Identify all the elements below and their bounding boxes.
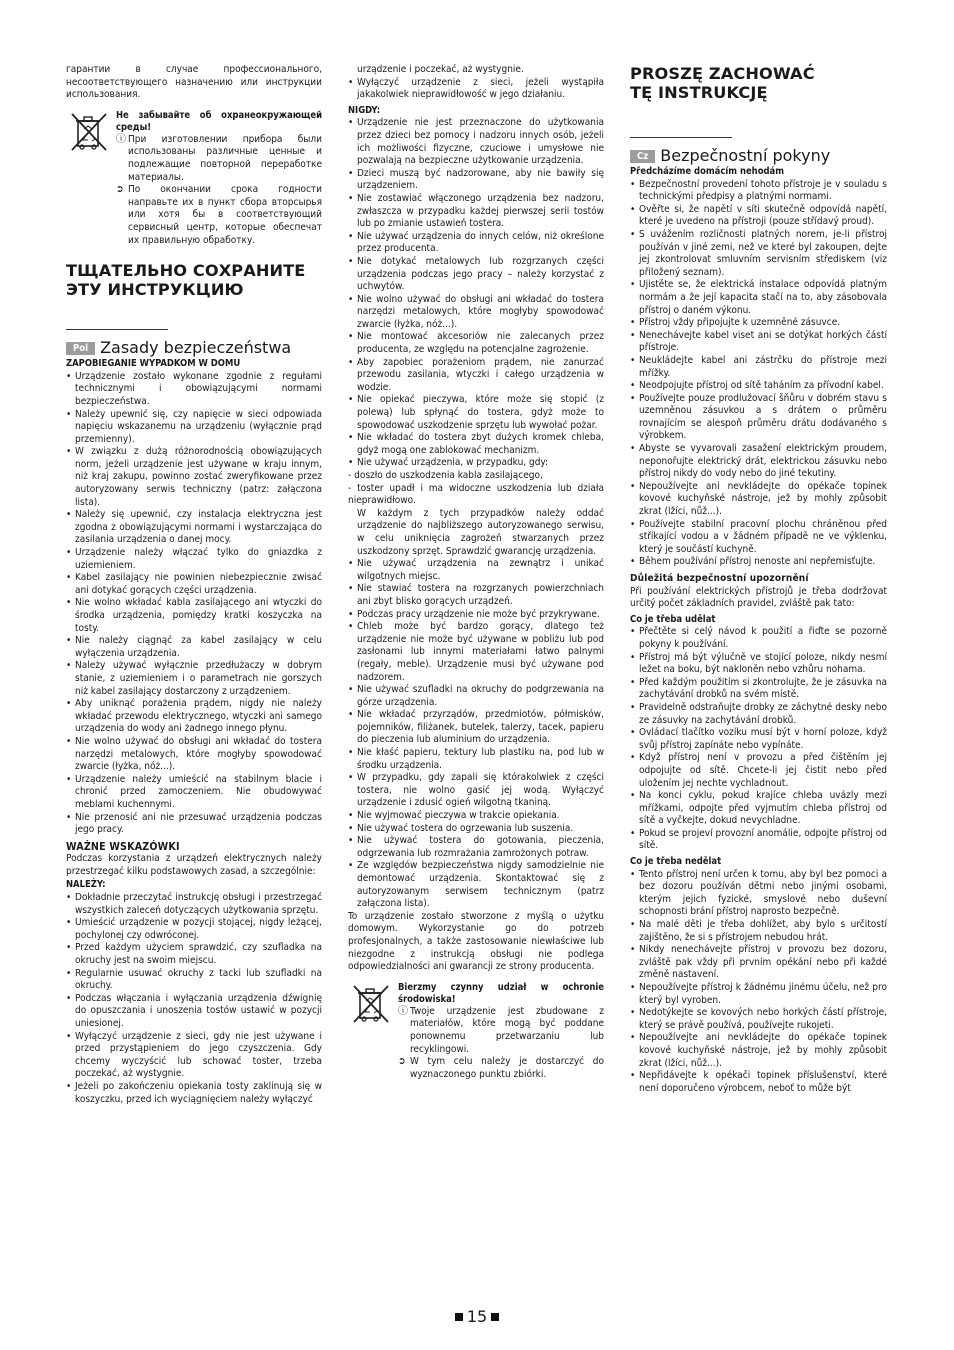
bullet-list <box>630 869 887 1096</box>
list-item: • Přístroj má být výlučně ve stojící poloze, nikdy nesmí ležet na boku, být nakloněn nebo vzhůru nohama. <box>630 652 887 677</box>
square-icon <box>491 1313 499 1321</box>
section-heading-cz <box>630 146 887 166</box>
eco-paragraph-2: W tym celu należy je dostarczyć do wyznaczonego punktu zbiórki. <box>410 1056 604 1080</box>
list-item: • Na malé děti je třeba dohlížet, aby bylo s určitostí zajištěno, že si s přístrojem nebudou hrát. <box>630 919 887 944</box>
list-item: • Přečtěte si celý návod k použití a řiďte se pozorně pokyny k používání. <box>630 626 887 651</box>
list-item: • Urządzenie należy umieścić na stabilnym blacie i chronić przed zamoczeniem. Nie obudowywać meblami kuchennymi. <box>66 774 322 812</box>
list-item: • Tento přístroj není určen k tomu, aby byl bez pomoci a bez dozoru používán dětmi nebo jinými osobami, kterým jejich fyzické, smyslové nebo duševní schopnosti brání přístroj naprosto bezpečně. <box>630 869 887 919</box>
list-item: • Před každým použitím si zkontrolujte, že je zásuvka na zachytávání drobků na svém místě. <box>630 677 887 702</box>
column-3 <box>630 64 887 1095</box>
eco-notice-pl <box>348 982 604 1082</box>
list-item: • Wyłączyć urządzenie z sieci, jeżeli wystąpiła jakakolwiek nieprawidłowość w jego działaniu. <box>348 77 604 102</box>
pl-keep-instructions-title: PROSZĘ ZACHOWAĆ TĘ INSTRUKCJĘ <box>630 64 815 102</box>
list-item: • W przypadku, gdy zapali się którakolwiek z części tostera, nie wolno gasić jej wodą. Wyłączyć urządzenie i zdusić ogień wilgotną tkaniną. <box>348 772 604 810</box>
subheading: Co je třeba nedělat <box>630 856 722 868</box>
subheading: NALEŻY: <box>66 879 106 891</box>
arrow-icon: ➲ <box>116 184 124 196</box>
list-item: • Používejte stabilní pracovní plochu chráněnou před stříkající vodou a v žádném případě ne ve výklenku, který je součástí kuchyně. <box>630 519 887 557</box>
list-item: • Ze względów bezpieczeństwa nigdy samodzielnie nie demontować urządzenia. Skontaktować się z autoryzowanym serwisem technicznym (patrz załączona lista). <box>348 860 604 910</box>
list-item: • Kabel zasilający nie powinien niebezpiecznie zwisać ani dotykać gorących części urządzenia. <box>66 572 322 597</box>
eco-heading: Не забывайте об охранеокружающей среды! <box>116 109 322 133</box>
list-item: • Neodpojujte přístroj od sítě taháním za přívodní kabel. <box>630 380 887 393</box>
list-item: • Nie stawiać tostera na rozgrzanych powierzchniach ani zbyt blisko gorących urządzeń. <box>348 583 604 608</box>
eco-notice-ru <box>66 110 322 247</box>
list-item: • Ovládací tlačítko vozíku musí být v horní poloze, když svůj přístroj zapínáte nebo vypínáte. <box>630 727 887 752</box>
subheading: NIGDY: <box>348 104 381 116</box>
list-item: • Nepoužívejte ani nevkládejte do opékače topinek kovové kuchyňské nástroje, jež by mohly způsobit zkrat (lžíci, nůž...). <box>630 1032 887 1070</box>
list-item: • Nie zostawiać włączonego urządzenia bez nadzoru, zwłaszcza w przypadku każdej pierwszej serii tostów lub po zmianie ustawień tostera. <box>348 193 604 231</box>
list-item: • Wyłączyć urządzenie z sieci, gdy nie jest używane i przed przystąpieniem do jego czyszczenia. Gdy chcemy wyczyścić lub schować toster, trzeba poczekać, aż wystygnie. <box>66 1031 322 1081</box>
list-item: • Nie wolno wkładać kabla zasilającego ani wtyczki do środka urządzenia, pomiędzy kratki koszyczka na tosty. <box>66 597 322 635</box>
list-item: • Nie należy ciągnąć za kabel zasilający w celu wyłączenia urządzenia. <box>66 635 322 660</box>
list-item: • Aby zapobiec porażeniom prądem, nie zanurzać przewodu zasilania, wtyczki i całego urządzenia w wodzie. <box>348 357 604 395</box>
list-item: • W związku z dużą różnorodnością obowiązujących norm, jeżeli urządzenie jest używane w kraju innym, niż kraj zakupu, powinno zostać zweryfikowane przez autoryzowany serwis techniczny (patrz: załączona lista). <box>66 446 322 509</box>
recycle-bin-icon <box>66 110 116 247</box>
list-item: • Nikdy nenechávejte přístroj v provozu bez dozoru, zvláště pak vždy při prvním opékání nebo při každé změně nastavení. <box>630 944 887 982</box>
column-1 <box>66 64 322 1106</box>
ru-keep-instructions-title: ТЩАТЕЛЬНО СОХРАНИТЕ ЭТУ ИНСТРУКЦИЮ <box>66 261 306 300</box>
list-item: • Přístroj vždy připojujte k uzemněné zásuvce. <box>630 317 887 330</box>
bullet-list <box>348 117 604 470</box>
list-item: • Podczas pracy urządzenie nie może być przykrywane. <box>348 609 604 622</box>
list-item: • Podczas włączania i wyłączania urządzenia dźwignię do opuszczania i unoszenia tostów ustawić w pozycji uniesionej. <box>66 993 322 1031</box>
list-item: • Nie wolno używać do obsługi ani wkładać do tostera narzędzi metalowych, które mogłyby spowodować zwarcie (łyżka, nóż...). <box>348 294 604 332</box>
list-item: • Umieścić urządzenie w pozycji stojącej, nigdy leżącej, pochylonej czy odwróconej. <box>66 917 322 942</box>
divider <box>630 137 732 138</box>
list-item: • Pravidelně odstraňujte drobky ze záchytné desky nebo ze zásuvky na zachytávání drobků. <box>630 702 887 727</box>
list-item: • Nie wolno używać do obsługi ani wkładać do tostera narzędzi metalowych, które mogłyby spowodować zwarcie (łyżka, nóż...). <box>66 736 322 774</box>
dash-list <box>348 470 604 508</box>
paragraph: W każdym z tych przypadków należy oddać urządzenie do najbliższego autoryzowanego serwisu, w celu uniknięcia zagrożeń stwarzanych przez uszkodzony sprzęt. Sprawdzić gwarancję urządzenia. <box>357 507 604 557</box>
list-item: • Nenechávejte kabel viset ani se dotýkat horkých částí přístroje. <box>630 330 887 355</box>
list-item: • Nie używać urządzenia, w przypadku, gdy: <box>348 457 604 470</box>
list-item: • S uvážením rozličnosti platných norem, je-li přístroj používán v jiné zemi, než ve které byl zakoupen, dejte jej zkontrolovat smluvním servisním střediskem (viz přiložený seznam). <box>630 229 887 279</box>
divider <box>66 329 168 330</box>
list-item: • Nie używać szufladki na okruchy do podgrzewania na górze urządzenia. <box>348 684 604 709</box>
lang-badge: Cz <box>630 150 655 163</box>
list-item: • Abyste se vyvarovali zasažení elektrickým proudem, neponořujte elektrický drát, elektrickou zásuvku nebo přístroj nikdy do vody nebo do jiné tekutiny. <box>630 443 887 481</box>
subheading: Důležitá bezpečnostní upozornění <box>630 573 809 584</box>
list-item: • Nie montować akcesoriów nie zalecanych przez producenta, ze względu na potencjalne zagrożenie. <box>348 331 604 356</box>
list-item: • Przed każdym użyciem sprawdzić, czy szufladka na okruchy jest na swoim miejscu. <box>66 942 322 967</box>
eco-paragraph-1: Twoje urządzenie jest zbudowane z materiałów, które mogą być poddane ponownemu przetwarzaniu lub recyklingowi. <box>410 1005 604 1055</box>
square-icon <box>455 1313 463 1321</box>
list-item: • Urządzenie należy włączać tylko do gniazdka z uziemieniem. <box>66 547 322 572</box>
list-item: • Používejte pouze prodlužovací šňůru v dobrém stavu s uzemněnou zásuvkou a s drátem o průměru rovnajícím se alespoň průměru drátu dodávaného s výrobkem. <box>630 393 887 443</box>
lang-badge: Pol <box>66 342 95 355</box>
list-item: • Nie używać urządzenia do innych celów, niż określone przez producenta. <box>348 231 604 256</box>
list-item: • Ověřte si, že napětí v síti skutečně odpovídá napětí, které je uvedeno na přístroji (pouze střídavý proud). <box>630 204 887 229</box>
ru-warranty-text: гарантии в случае профессионального, несоответствующего назначению или инструкции использования. <box>66 64 322 101</box>
list-item: • Nie dotykać metalowych lub rozgrzanych części urządzenia podczas jego pracy – należy korzystać z uchwytów. <box>348 256 604 294</box>
bullet-list <box>348 77 604 102</box>
column-2 <box>348 64 604 1081</box>
paragraph: urządzenie i poczekać, aż wystygnie. <box>357 64 524 75</box>
list-item: • Nepoužívejte ani nevkládejte do opékače topinek kovové kuchyňské nástroje, jež by mohly způsobit zkrat (lžíci, nůž...). <box>630 481 887 519</box>
subheading: Co je třeba udělat <box>630 613 716 625</box>
bullet-list <box>66 371 322 837</box>
list-item: - doszło do uszkodzenia kabla zasilającego, <box>348 470 543 481</box>
paragraph: Při používání elektrických přístrojů je třeba dodržovat určitý počet základních pravidel, zvláště pak tato: <box>630 585 887 610</box>
paragraph: Podczas korzystania z urządzeń elektrycznych należy przestrzegać kilku podstawowych zasad, a szczególnie: <box>66 853 322 877</box>
list-item: • Ujistěte se, že elektrická instalace odpovídá platným normám a že její kapacita stačí na to, aby zásobovala přístroj o daném výkonu. <box>630 279 887 317</box>
list-item: • Nie używać tostera do gotowania, pieczenia, odgrzewania lub rozmrażania zamrożonych potraw. <box>348 835 604 860</box>
section-title: Zasady bezpieczeństwa <box>100 338 292 358</box>
page-number: 15 <box>0 1307 954 1327</box>
list-item: • Regularnie usuwać okruchy z tacki lub szufladki na okruchy. <box>66 968 322 993</box>
recycle-bin-icon <box>348 982 398 1082</box>
list-item: - toster upadł i ma widoczne uszkodzenia lub działa nieprawidłowo. <box>348 482 604 507</box>
subheading: ZAPOBIEGANIE WYPADKOM W DOMU <box>66 358 241 370</box>
list-item: • Bezpečnostní provedení tohoto přístroje je v souladu s technickými předpisy a platnými normami. <box>630 179 887 204</box>
list-item: • Aby uniknąć porażenia prądem, nigdy nie należy wkładać przewodu elektrycznego, wtyczki ani samego urządzenia do wody ani żadnego innego płynu. <box>66 698 322 736</box>
list-item: • Nie kłaść papieru, tektury lub plastiku na, pod lub w środku urządzenia. <box>348 747 604 772</box>
list-item: • Nie przenosić ani nie przesuwać urządzenia podczas jego pracy. <box>66 812 322 837</box>
list-item: • Należy się upewnić, czy instalacja elektryczna jest zgodna z obowiązującymi normami i wystarczająca do zasilania urządzenia o danej mocy. <box>66 509 322 547</box>
section-title: Bezpečnostní pokyny <box>660 146 831 166</box>
list-item: • Když přístroj není v provozu a před čištěním jej odpojujte od sítě. Chcete-li jej čistit nebo před uložením jej nechte vychladnout. <box>630 752 887 790</box>
section-heading-pol <box>66 338 322 358</box>
bullet-list <box>630 626 887 853</box>
bullet-list <box>66 892 322 1106</box>
list-item: • Nie wkładać do tostera zbyt dużych kromek chleba, gdyż mogą one zablokować mechanizm. <box>348 432 604 457</box>
list-item: • Urządzenie nie jest przeznaczone do użytkowania przez dzieci bez pomocy i nadzoru innych osób, jeżeli ich możliwości fizyczne, czuciowe i umysłowe nie pozwalają na bezpieczne użytkowanie urządzenia. <box>348 117 604 167</box>
list-item: • Neukládejte kabel ani zástrčku do přístroje mezi mřížky. <box>630 355 887 380</box>
list-item: • Pokud se projeví provozní anomálie, odpojte přístroj od sítě. <box>630 828 887 853</box>
eco-heading: Bierzmy czynny udział w ochronie środowiska! <box>398 981 604 1005</box>
arrow-icon: ➲ <box>398 1056 406 1068</box>
info-icon: ⓘ <box>398 1005 408 1017</box>
list-item: • Jeżeli po zakończeniu opiekania tosty zaklinują się w koszyczku, przed ich wyciągnięciem należy wyłączyć <box>66 1081 322 1106</box>
list-item: • Nepřidávejte k opékači topinek příslušenství, které není doporučeno výrobcem, neboť to může být <box>630 1070 887 1095</box>
list-item: • Należy upewnić się, czy napięcie w sieci odpowiada napięciu wskazanemu na urządzeniu (wyłącznie prąd przemienny). <box>66 409 322 447</box>
list-item: • Nedotýkejte se kovových nebo horkých částí přístroje, který se právě používá, používejte rukojeti. <box>630 1007 887 1032</box>
list-item: • Nie wyjmować pieczywa w trakcie opiekania. <box>348 810 604 823</box>
list-item: • Należy używać wyłącznie przedłużaczy w dobrym stanie, z uziemieniem i o parametrach nie gorszych niż kabel zasilający dostarczony z urządzeniem. <box>66 660 322 698</box>
eco-paragraph-2: По окончании срока годности направьте их в пункт сбора вторсырья или хотя бы в соответствующий сервисный центр, которые обеспечат их правильную обработку. <box>128 184 322 246</box>
info-icon: ⓘ <box>116 133 126 145</box>
list-item: • Dokładnie przeczytać instrukcję obsługi i przestrzegać wszystkich zaleceń dotyczących użytkowania sprzętu. <box>66 892 322 917</box>
list-item: • Během používání přístroj nenoste ani nepřemisťujte. <box>630 556 887 569</box>
list-item: • Nie używać tostera do ogrzewania lub suszenia. <box>348 823 604 836</box>
list-item: • Nie używać urządzenia na zewnątrz i unikać wilgotnych miejsc. <box>348 558 604 583</box>
list-item: • Na konci cyklu, pokud krajíce chleba uvázly mezi mřížkami, odpojte před vyjmutím chleba přístroj od sítě a vyčkejte, dokud nevychladne. <box>630 790 887 828</box>
subheading: WAŻNE WSKAZÓWKI <box>66 840 180 853</box>
list-item: • Nie opiekać pieczywa, które może się stopić (z polewą) lub spłynąć do tostera, gdyż może to spowodować uszkodzenie sprzętu lub wywołać pożar. <box>348 394 604 432</box>
list-item: • Urządzenie zostało wykonane zgodnie z regułami technicznymi i obowiązującymi normami bezpieczeństwa. <box>66 371 322 409</box>
eco-paragraph-1: При изготовлении прибора были использованы различные ценные и подлежащие повторной переработке материалы. <box>128 133 322 183</box>
list-item: • Chleb może być bardzo gorący, dlatego też urządzenie nie może być używane w pobliżu lub pod zasłonami lub innymi materiałami łatwo palnymi (regały, meble). Urządzenie musi być używane pod nadzorem. <box>348 621 604 684</box>
list-item: • Nie wkładać przyrządów, przedmiotów, półmisków, pojemników, filiżanek, butelek, talerzy, tacek, papieru do pieczenia lub aluminium do urządzenia. <box>348 709 604 747</box>
subheading: Předcházíme domácím nehodám <box>630 166 785 177</box>
paragraph: To urządzenie zostało stworzone z myślą o użytku domowym. Wykorzystanie go do potrzeb profesjonalnych, a także zastosowanie niewłaściwe lub niezgodne z instrukcją obsługi nie podlega odpowiedzialności ani gwarancji ze strony producenta. <box>348 910 604 973</box>
bullet-list <box>630 179 887 569</box>
list-item: • Dzieci muszą być nadzorowane, aby nie bawiły się urządzeniem. <box>348 168 604 193</box>
list-item: • Nepoužívejte přístroj k žádnému jinému účelu, než pro který byl vyroben. <box>630 982 887 1007</box>
bullet-list <box>348 558 604 911</box>
